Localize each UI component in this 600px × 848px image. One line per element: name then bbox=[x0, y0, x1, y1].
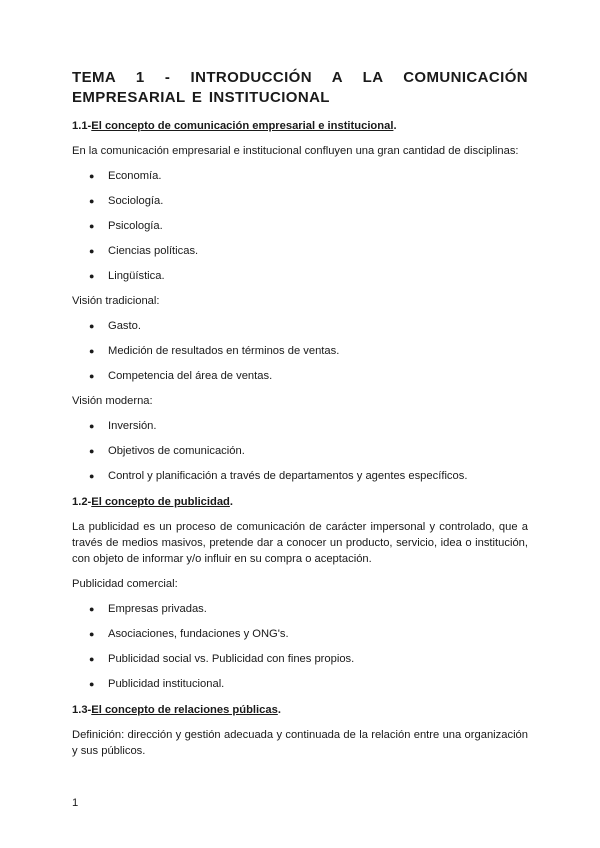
list-item: ● Lingüística. bbox=[89, 270, 165, 282]
list-item: ● Sociología. bbox=[89, 195, 164, 207]
bullet-icon: ● bbox=[89, 679, 95, 689]
document-page bbox=[72, 68, 528, 759]
section-trailing: . bbox=[393, 120, 397, 132]
section-heading-1-2 bbox=[72, 494, 528, 510]
list-item: ● Inversión. bbox=[89, 420, 157, 432]
advertising-definition: La publicidad es un proceso de comunicación de carácter impersonal y controlado, que a través de medios masivos, pretende dar a conocer un producto, servicio, idea o institución, con objeto de informar y/o influir en su compra o aceptación. bbox=[72, 521, 528, 565]
bullet-icon: ● bbox=[89, 321, 95, 331]
list-item: ● Psicología. bbox=[89, 220, 163, 232]
list-item: ● Economía. bbox=[89, 170, 162, 182]
document-title: TEMA 1 - INTRODUCCIÓN A LA COMUNICACIÓN EMPRESARIAL E INSTITUCIONAL bbox=[72, 69, 528, 106]
section-heading-1-1 bbox=[72, 118, 528, 134]
list-item: ● Control y planificación a través de departamentos y agentes específicos. bbox=[89, 470, 468, 482]
section-title: El concepto de publicidad bbox=[91, 496, 230, 508]
list-item: ● Ciencias políticas. bbox=[89, 245, 199, 257]
commercial-advertising-label: Publicidad comercial: bbox=[72, 578, 178, 590]
bullet-icon: ● bbox=[89, 604, 95, 614]
bullet-icon: ● bbox=[89, 346, 95, 356]
bullet-icon: ● bbox=[89, 196, 95, 206]
bullet-icon: ● bbox=[89, 246, 95, 256]
bullet-icon: ● bbox=[89, 446, 95, 456]
section-trailing: . bbox=[277, 704, 281, 716]
disciplines-intro: En la comunicación empresarial e institucional confluyen una gran cantidad de disciplinas: bbox=[72, 145, 519, 157]
section-number: 1.1- bbox=[72, 120, 92, 132]
section-heading-1-3 bbox=[72, 702, 528, 718]
bullet-icon: ● bbox=[89, 654, 95, 664]
section-title: El concepto de comunicación empresarial e institucional bbox=[91, 120, 394, 132]
list-item: ● Publicidad institucional. bbox=[89, 678, 225, 690]
list-item: ● Gasto. bbox=[89, 320, 141, 332]
modern-vision-label: Visión moderna: bbox=[72, 395, 153, 407]
disciplines-list bbox=[72, 168, 528, 284]
traditional-vision-list bbox=[72, 318, 528, 384]
section-number: 1.3- bbox=[72, 704, 92, 716]
list-item: ● Publicidad social vs. Publicidad con fines propios. bbox=[89, 653, 355, 665]
modern-vision-list bbox=[72, 418, 528, 484]
bullet-icon: ● bbox=[89, 629, 95, 639]
commercial-advertising-list bbox=[72, 601, 528, 692]
section-title: El concepto de relaciones públicas bbox=[91, 704, 278, 716]
bullet-icon: ● bbox=[89, 471, 95, 481]
bullet-icon: ● bbox=[89, 371, 95, 381]
list-item: ● Medición de resultados en términos de ventas. bbox=[89, 345, 340, 357]
section-number: 1.2- bbox=[72, 496, 92, 508]
list-item: ● Competencia del área de ventas. bbox=[89, 370, 273, 382]
public-relations-definition: Definición: dirección y gestión adecuada y continuada de la relación entre una organización y sus públicos. bbox=[72, 729, 528, 757]
page-number: 1 bbox=[72, 797, 79, 809]
section-trailing: . bbox=[229, 496, 234, 508]
traditional-vision-label: Visión tradicional: bbox=[72, 295, 160, 307]
list-item: ● Objetivos de comunicación. bbox=[89, 445, 245, 457]
bullet-icon: ● bbox=[89, 171, 95, 181]
bullet-icon: ● bbox=[89, 271, 95, 281]
bullet-icon: ● bbox=[89, 421, 95, 431]
list-item: ● Empresas privadas. bbox=[89, 603, 207, 615]
list-item: ● Asociaciones, fundaciones y ONG's. bbox=[89, 628, 289, 640]
bullet-icon: ● bbox=[89, 221, 95, 231]
